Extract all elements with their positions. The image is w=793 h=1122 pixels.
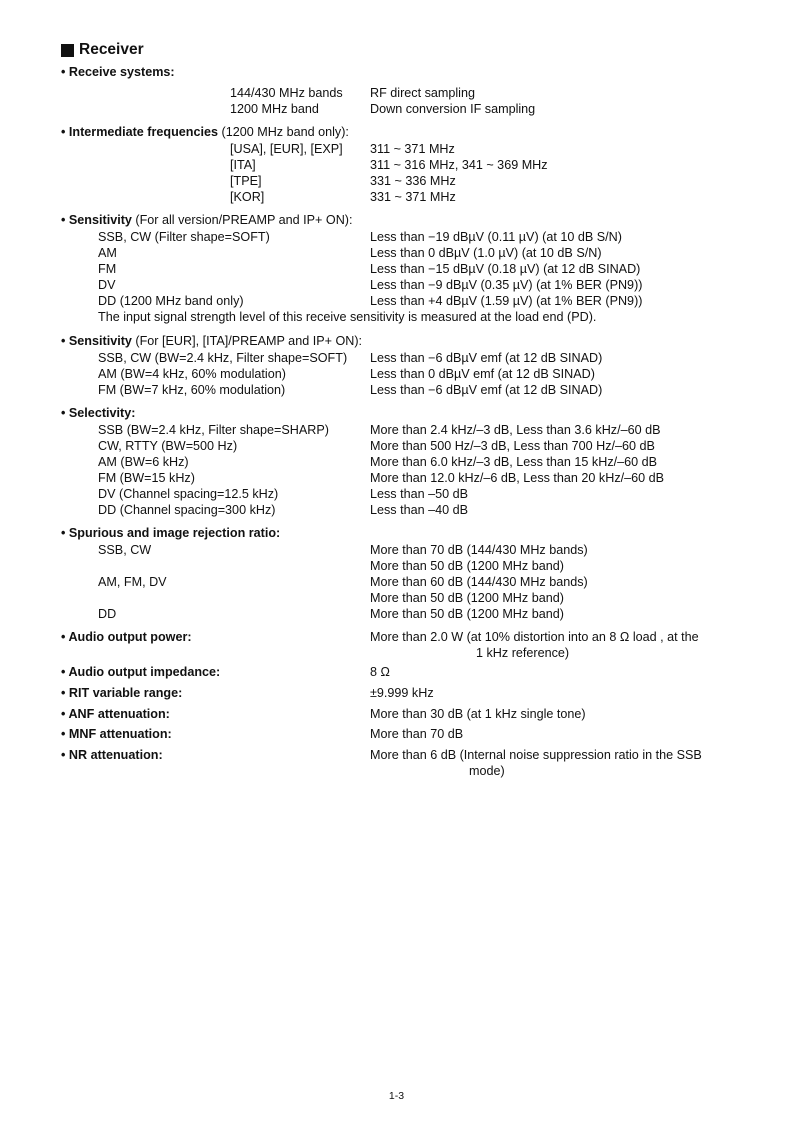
spec-key: [TPE] [230, 174, 262, 188]
spec-key: DD [98, 607, 117, 621]
page-number: 1-3 [388, 1090, 405, 1102]
spec-value: Less than –40 dB [370, 503, 469, 517]
sensitivity-note: The input signal strength level of this receive sensitivity is measured at the load end (PD). [98, 310, 597, 324]
spec-value: More than 50 dB (1200 MHz band) [370, 559, 564, 573]
spec-value-cont: 1 kHz reference) [476, 646, 570, 660]
spec-value: Less than –50 dB [370, 487, 469, 501]
audio-impedance-label: • Audio output impedance: [61, 665, 221, 679]
spec-value: 311 ~ 371 MHz [370, 142, 455, 156]
spec-value: More than 50 dB (1200 MHz band) [370, 607, 564, 621]
spec-key: AM, FM, DV [98, 575, 167, 589]
spec-key: SSB (BW=2.4 kHz, Filter shape=SHARP) [98, 423, 329, 437]
spec-key: SSB, CW (BW=2.4 kHz, Filter shape=SOFT) [98, 351, 348, 365]
spec-value: More than 6.0 kHz/–3 dB, Less than 15 kHz/–60 dB [370, 455, 658, 469]
spec-value: More than 70 dB (144/430 MHz bands) [370, 543, 588, 557]
spec-key: CW, RTTY (BW=500 Hz) [98, 439, 238, 453]
spec-value: Down conversion IF sampling [370, 102, 536, 116]
spec-value: More than 2.0 W (at 10% distortion into an 8 Ω load , at the [370, 630, 699, 644]
spec-key: AM (BW=4 kHz, 60% modulation) [98, 367, 286, 381]
spec-key: DD (1200 MHz band only) [98, 294, 244, 308]
spec-value: 311 ~ 316 MHz, 341 ~ 369 MHz [370, 158, 548, 172]
anf-label: • ANF attenuation: [61, 707, 170, 721]
nr-label: • NR attenuation: [61, 748, 163, 762]
spec-key: FM (BW=15 kHz) [98, 471, 195, 485]
selectivity-label: • Selectivity: [61, 406, 136, 420]
spec-key: [USA], [EUR], [EXP] [230, 142, 343, 156]
if-label: • Intermediate frequencies (1200 MHz band only): [61, 125, 349, 139]
spec-key: 144/430 MHz bands [230, 86, 343, 100]
spec-value: Less than 0 dBµV emf (at 12 dB SINAD) [370, 367, 595, 381]
receive-systems-label: • Receive systems: [61, 65, 175, 79]
spec-value: Less than 0 dBµV (1.0 µV) (at 10 dB S/N) [370, 246, 602, 260]
sensitivity-eur-label: • Sensitivity (For [EUR], [ITA]/PREAMP and IP+ ON): [61, 334, 363, 348]
spec-value: RF direct sampling [370, 86, 475, 100]
spec-value: More than 6 dB (Internal noise suppression ratio in the SSB [370, 748, 702, 762]
spec-value: More than 12.0 kHz/–6 dB, Less than 20 kHz/–60 dB [370, 471, 665, 485]
spec-value: ±9.999 kHz [370, 686, 434, 700]
spec-key: DD (Channel spacing=300 kHz) [98, 503, 276, 517]
square-bullet-icon [61, 44, 74, 57]
spec-value: Less than +4 dBµV (1.59 µV) (at 1% BER (PN9)) [370, 294, 643, 308]
spec-key: AM [98, 246, 117, 260]
section-title: Receiver [61, 41, 144, 59]
spec-value: Less than −19 dBµV (0.11 µV) (at 10 dB S/N) [370, 230, 622, 244]
spec-key: SSB, CW [98, 543, 152, 557]
spec-value: Less than −15 dBµV (0.18 µV) (at 12 dB SINAD) [370, 262, 641, 276]
spec-key: AM (BW=6 kHz) [98, 455, 189, 469]
spec-key: [KOR] [230, 190, 265, 204]
spec-value: 331 ~ 371 MHz [370, 190, 456, 204]
spec-value: More than 60 dB (144/430 MHz bands) [370, 575, 588, 589]
spurious-label: • Spurious and image rejection ratio: [61, 526, 281, 540]
spec-value: More than 70 dB [370, 727, 464, 741]
spec-value: 8 Ω [370, 665, 390, 679]
spec-value: 331 ~ 336 MHz [370, 174, 456, 188]
spec-value: Less than −6 dBµV emf (at 12 dB SINAD) [370, 351, 603, 365]
mnf-label: • MNF attenuation: [61, 727, 172, 741]
spec-key: DV (Channel spacing=12.5 kHz) [98, 487, 279, 501]
rit-label: • RIT variable range: [61, 686, 183, 700]
spec-value-cont: mode) [469, 764, 505, 778]
sensitivity-label: • Sensitivity (For all version/PREAMP and IP+ ON): [61, 213, 353, 227]
audio-power-label: • Audio output power: [61, 630, 192, 644]
spec-key: FM [98, 262, 117, 276]
spec-value: More than 30 dB (at 1 kHz single tone) [370, 707, 586, 721]
spec-key: FM (BW=7 kHz, 60% modulation) [98, 383, 286, 397]
spec-key: 1200 MHz band [230, 102, 319, 116]
spec-value: More than 2.4 kHz/–3 dB, Less than 3.6 kHz/–60 dB [370, 423, 661, 437]
spec-value: Less than −9 dBµV (0.35 µV) (at 1% BER (PN9)) [370, 278, 643, 292]
spec-key: SSB, CW (Filter shape=SOFT) [98, 230, 270, 244]
spec-key: DV [98, 278, 116, 292]
spec-value: More than 50 dB (1200 MHz band) [370, 591, 564, 605]
spec-value: More than 500 Hz/–3 dB, Less than 700 Hz/–60 dB [370, 439, 655, 453]
spec-value: Less than −6 dBµV emf (at 12 dB SINAD) [370, 383, 603, 397]
spec-key: [ITA] [230, 158, 256, 172]
